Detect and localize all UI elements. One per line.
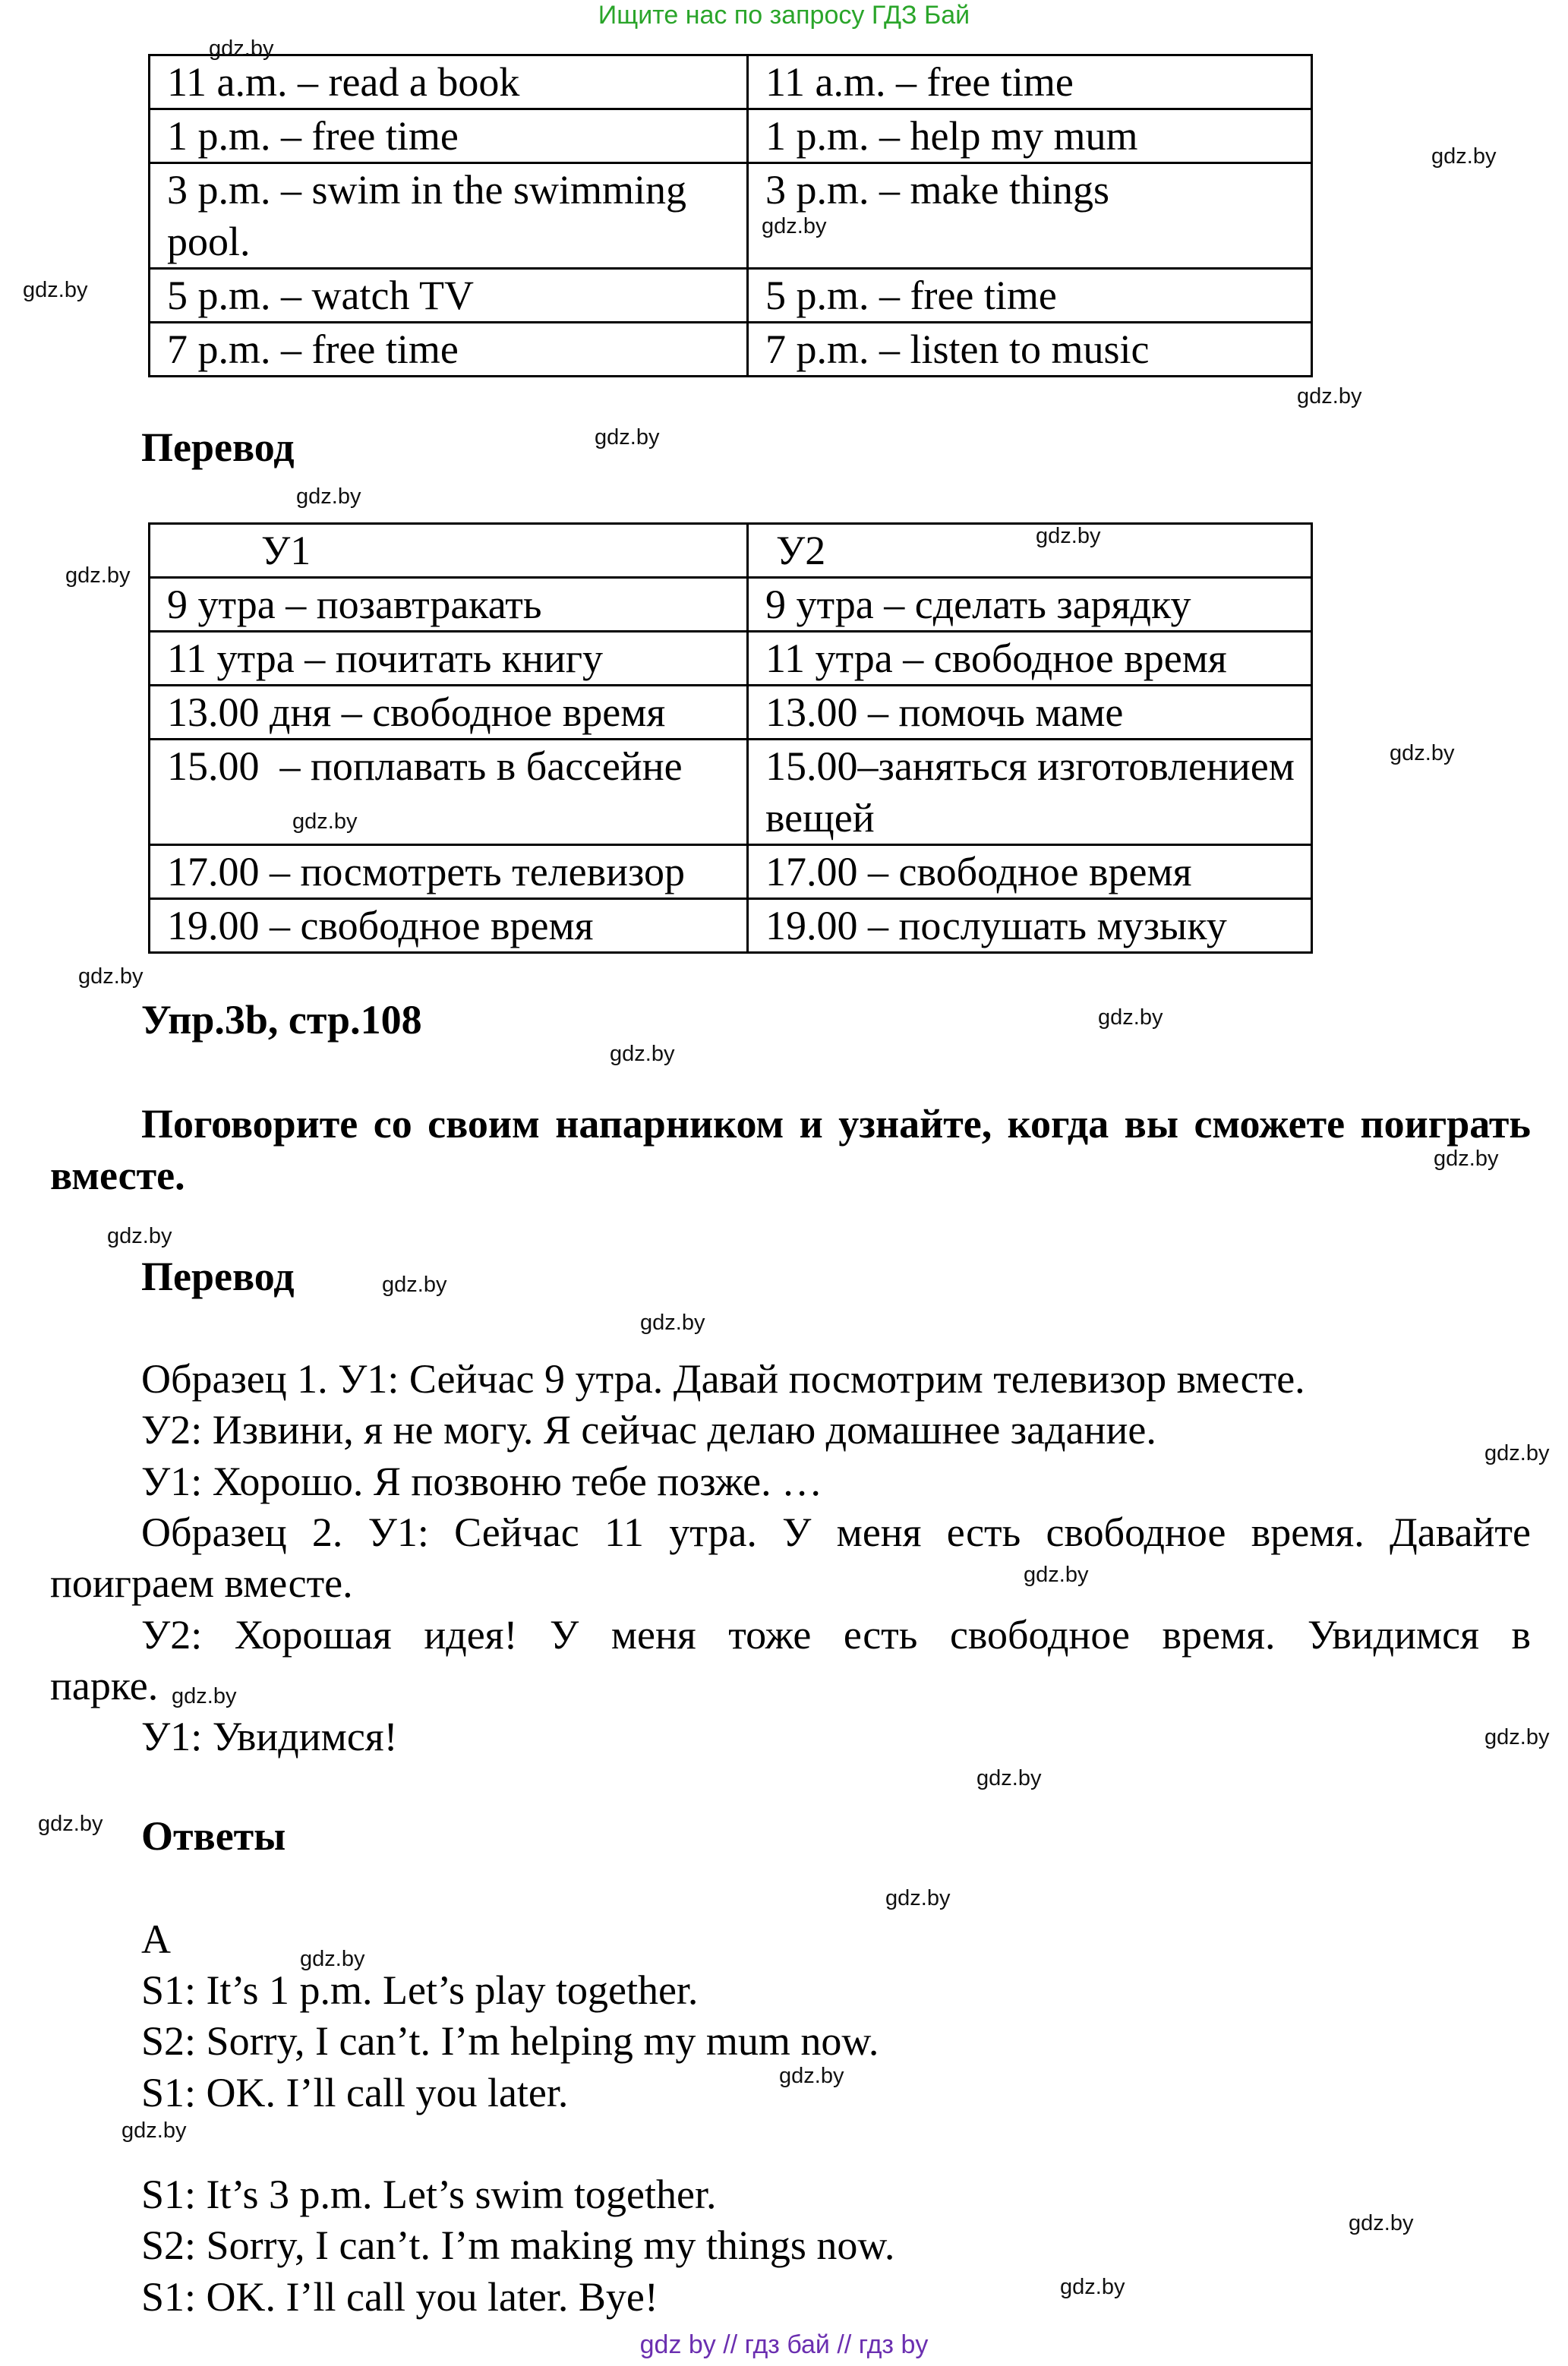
task-text-content: Поговорите со своим напарником и узнайте, когда вы сможете поиграть вместе. [50, 1101, 1531, 1198]
top-banner[interactable]: Ищите нас по запросу ГДЗ Бай [598, 1, 970, 30]
table-row [150, 269, 1312, 323]
translation-line: Образец 1. У1: Сейчас 9 утра. Давай посмотрим телевизор вместе. [141, 1356, 1305, 1402]
table-row [150, 899, 1312, 953]
watermark: gdz.by [296, 484, 361, 509]
translation-heading: Перевод [141, 424, 295, 470]
table-cell: 1 p.m. – help my mum [748, 109, 1312, 163]
table-cell: 3 p.m. – make things [748, 163, 1312, 269]
table-cell: 5 p.m. – free time [748, 269, 1312, 323]
translation-line: У2: Хорошая идея! У меня тоже есть свободное время. Увидимся в [141, 1612, 1531, 1658]
schedule-table-en [148, 54, 1313, 377]
table-cell: 11 a.m. – read a book [150, 55, 748, 109]
table-row [150, 109, 1312, 163]
watermark: gdz.by [610, 1042, 675, 1066]
watermark: gdz.by [1484, 1441, 1550, 1465]
table-row [150, 686, 1312, 740]
table-row [150, 163, 1312, 269]
translation-line: поиграем вместе. [50, 1560, 353, 1606]
table-row [150, 632, 1312, 686]
watermark: gdz.by [107, 1224, 172, 1248]
table-cell: 1 p.m. – free time [150, 109, 748, 163]
watermark: gdz.by [172, 1684, 237, 1708]
watermark: gdz.by [1349, 2211, 1414, 2235]
table-cell: 3 p.m. – swim in the swimming pool. [150, 163, 748, 269]
watermark: gdz.by [1484, 1725, 1550, 1749]
table-cell: 5 p.m. – watch TV [150, 269, 748, 323]
dialog-line: S2: Sorry, I can’t. I’m making my things now. [141, 2222, 895, 2268]
watermark: gdz.by [1036, 524, 1101, 548]
answers-heading: Ответы [141, 1813, 286, 1859]
translation-line: У1: Хорошо. Я позвоню тебе позже. … [141, 1459, 823, 1504]
watermark: gdz.by [1434, 1147, 1499, 1171]
translation-line: парке. [50, 1663, 159, 1708]
task-text [50, 1098, 1531, 1201]
watermark: gdz.by [762, 214, 827, 238]
translation-line: У2: Извини, я не могу. Я сейчас делаю домашнее задание. [141, 1407, 1156, 1453]
table-cell: 17.00 – свободное время [748, 845, 1312, 899]
watermark: gdz.by [1024, 1563, 1089, 1587]
watermark: gdz.by [38, 1812, 103, 1836]
watermark: gdz.by [65, 563, 131, 588]
translation-line: Образец 2. У1: Сейчас 11 утра. У меня есть свободное время. Давайте [141, 1510, 1531, 1555]
dialog-line: S1: OK. I’ll call you later. Bye! [141, 2274, 658, 2320]
table-cell: 11 утра – почитать книгу [150, 632, 748, 686]
watermark: gdz.by [1098, 1005, 1163, 1030]
table-cell: 7 p.m. – listen to music [748, 323, 1312, 377]
bottom-banner[interactable]: gdz by // гдз бай // гдз by [639, 2330, 929, 2359]
watermark: gdz.by [885, 1886, 951, 1910]
watermark: gdz.by [78, 964, 144, 989]
dialog-line: S2: Sorry, I can’t. I’m helping my mum now. [141, 2018, 879, 2064]
table-cell: 7 p.m. – free time [150, 323, 748, 377]
table-cell: 19.00 – свободное время [150, 899, 748, 953]
dialog-line: S1: OK. I’ll call you later. [141, 2070, 569, 2115]
watermark: gdz.by [23, 278, 88, 302]
table-cell: 17.00 – посмотреть телевизор [150, 845, 748, 899]
table-cell: 19.00 – послушать музыку [748, 899, 1312, 953]
answers-label: A [141, 1916, 171, 1962]
watermark: gdz.by [1431, 144, 1497, 169]
translation-line: У1: Увидимся! [141, 1714, 398, 1759]
watermark: gdz.by [121, 2118, 187, 2143]
watermark: gdz.by [1297, 384, 1362, 409]
table-row [150, 323, 1312, 377]
watermark: gdz.by [382, 1273, 447, 1297]
table-row [150, 578, 1312, 632]
table-cell: 9 утра – сделать зарядку [748, 578, 1312, 632]
watermark: gdz.by [779, 2064, 844, 2088]
table-header-cell: У2 [748, 524, 1312, 578]
table-row [150, 845, 1312, 899]
watermark: gdz.by [1060, 2275, 1125, 2299]
translation-heading-2: Перевод [141, 1254, 295, 1299]
table-cell: 15.00 – поплавать в бассейне [150, 740, 748, 845]
table-cell: 15.00–заняться изготовлением вещей [748, 740, 1312, 845]
table-cell: 13.00 дня – свободное время [150, 686, 748, 740]
exercise-title: Упр.3b, стр.108 [141, 997, 422, 1043]
schedule-table-ru [148, 522, 1313, 954]
watermark: gdz.by [292, 809, 358, 834]
watermark: gdz.by [1390, 741, 1455, 765]
table-cell: 9 утра – позавтракать [150, 578, 748, 632]
watermark: gdz.by [640, 1311, 705, 1335]
dialog-line: S1: It’s 3 p.m. Let’s swim together. [141, 2172, 717, 2217]
table-cell: 11 a.m. – free time [748, 55, 1312, 109]
watermark: gdz.by [595, 425, 660, 450]
table-header-row [150, 524, 1312, 578]
dialog-line: S1: It’s 1 p.m. Let’s play together. [141, 1967, 699, 2013]
watermark: gdz.by [976, 1766, 1042, 1790]
table-cell: 13.00 – помочь маме [748, 686, 1312, 740]
table-cell: 11 утра – свободное время [748, 632, 1312, 686]
table-header-cell: У1 [150, 524, 748, 578]
table-row [150, 55, 1312, 109]
watermark: gdz.by [300, 1947, 365, 1971]
watermark: gdz.by [209, 36, 274, 61]
